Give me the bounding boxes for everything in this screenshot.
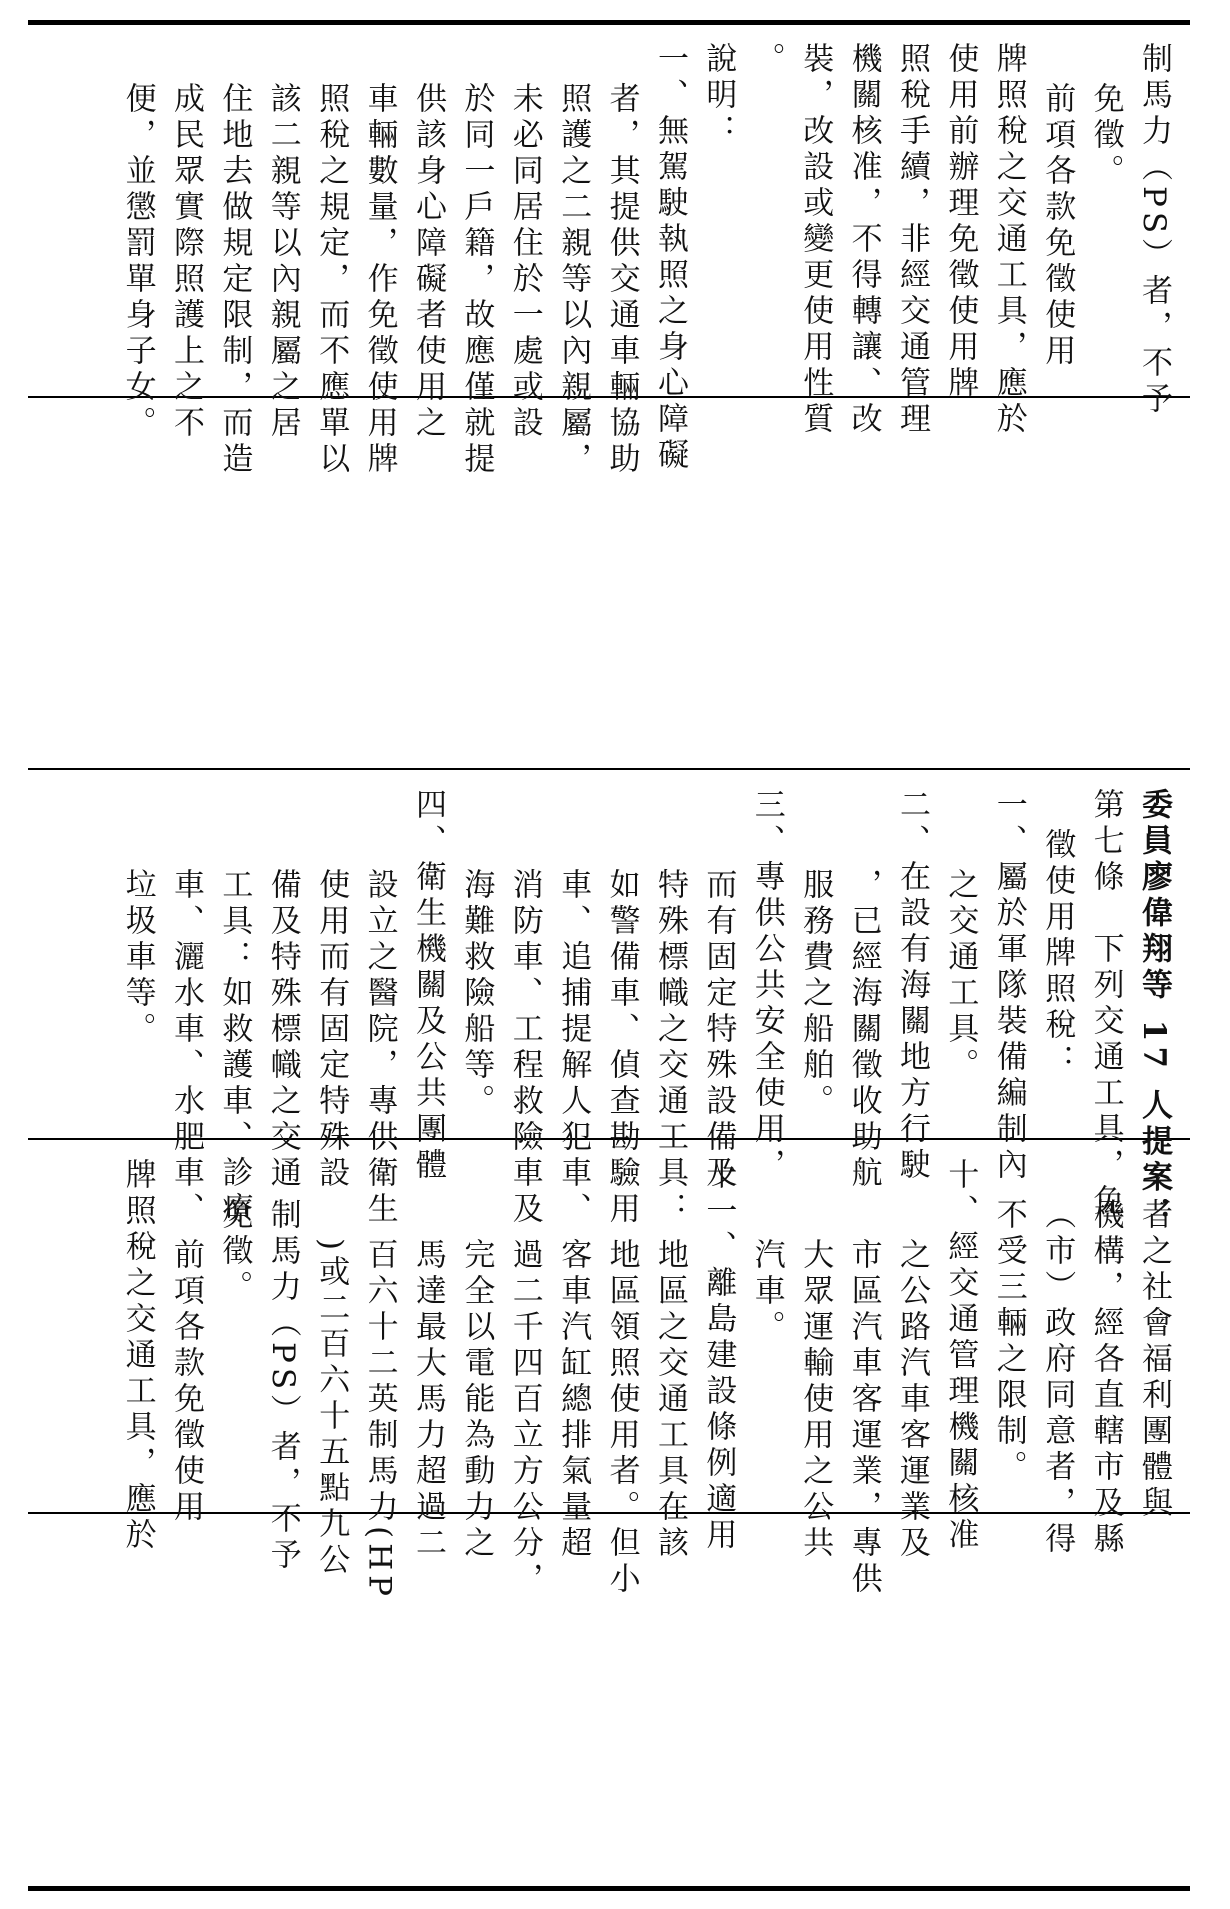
divider-rule-2 [28,768,1190,770]
panel-right-line: 便，並懲罰單身子女。 [119,82,156,442]
panel-middle-line: 三、專供公共安全使用， [748,788,785,1184]
panel-right-line: 使用前辦理免徵使用牌 [942,42,979,402]
panel-left-line: 大眾運輸使用之公共 [797,1238,834,1562]
panel-middle-line: 車、追捕提解人犯車、 [555,868,592,1228]
panel-left-line: 免徵。 [216,1198,253,1306]
panel-right-line: 制馬力（PS）者，不予 [1136,42,1172,419]
panel-left-line: 之公路汽車客運業及 [894,1238,930,1562]
panel-left-line: 制馬力（PS）者，不予 [264,1198,301,1575]
panel-middle-line: 工具：如救護車、診療 [216,868,253,1228]
panel-left-line: 者之社會福利團體與 [1136,1198,1172,1522]
panel-left-line: 客車汽缸總排氣量超 [555,1238,592,1562]
panel-right-line: 牌照稅之交通工具，應於 [990,42,1027,438]
panel-middle-line: 特殊標幟之交通工具： [652,868,688,1228]
panel-right-line: 於同一戶籍，故應僅就提 [458,82,495,478]
panel-left-line: 汽車。 [748,1238,785,1346]
panel-left-line: 十、經交通管理機關核准 [942,1158,979,1554]
panel-right-line: 成民眾實際照護上之不 [168,82,204,442]
panel-right-line: 住地去做規定限制，而造 [216,82,253,478]
panel-left-line: 完全以電能為動力之 [458,1238,495,1562]
panel-middle-line: 四、衛生機關及公共團體 [410,788,446,1184]
top-rule [28,20,1190,25]
panel-left-line: 地區之交通工具在該 [652,1238,688,1562]
panel-middle-line: 消防車、工程救險車及 [506,868,543,1228]
panel-right-line: 前項各款免徵使用 [1039,82,1076,370]
panel-middle-line: 設立之醫院，專供衛生 [361,868,398,1228]
panel-left-line: （市）政府同意者，得 [1039,1198,1076,1558]
panel-middle-line: 而有固定特殊設備及 [700,868,737,1192]
panel-right-line: 裝，改設或變更使用性質 [797,42,834,438]
panel-middle-line: 委員廖偉翔等 17 人提案： [1136,788,1172,1233]
panel-right-line: 免徵。 [1087,82,1124,190]
panel-left-line: 牌照稅之交通工具，應於 [119,1158,156,1554]
panel-middle-line: 垃圾車等。 [119,868,156,1048]
panel-left-line: 不受三輛之限制。 [990,1198,1027,1486]
panel-right-line: 該二親等以內親屬之居 [264,82,301,442]
panel-right-line: 機關核准，不得轉讓、改 [845,42,882,438]
panel-middle-line: ，已經海關徵收助航 [845,868,882,1192]
panel-middle-line: 海難救險船等。 [458,868,495,1120]
panel-middle-line: 使用而有固定特殊設 [313,868,350,1192]
panel-right-line: 。 [748,42,785,78]
panel-left-line: 馬達最大馬力超過二 [410,1238,446,1562]
panel-right-line: 說明： [700,42,737,150]
panel-right-line: 照護之二親等以內親屬， [555,82,592,478]
panel-right-line: 供該身心障礙者使用之 [410,82,446,442]
panel-right-line: 未必同居住於一處或設 [506,82,543,442]
panel-right-line: 照稅之規定，而不應單以 [313,82,350,478]
bottom-rule [28,1886,1190,1891]
panel-left-line: 地區領照使用者。但小 [603,1238,640,1598]
panel-middle-line: 服務費之船舶。 [797,868,834,1120]
panel-middle-line: 備及特殊標幟之交通 [264,868,301,1192]
panel-right-line: 者，其提供交通車輛協助 [603,82,640,478]
panel-left-line: )或二百六十五點九公 [313,1238,350,1580]
panel-left-line: 機構，經各直轄市及縣 [1087,1198,1124,1558]
panel-left-line: 市區汽車客運業，專供 [845,1238,882,1598]
panel-left-line: 過二千四百立方公分， [506,1238,543,1598]
panel-right-line: 照稅手續，非經交通管理 [894,42,930,438]
panel-left-line: 十一、離島建設條例適用 [700,1158,737,1554]
panel-middle-line: 如警備車、偵查勘驗用 [603,868,640,1228]
panel-middle-line: 徵使用牌照稅： [1039,828,1076,1080]
panel-right-line: 車輛數量，作免徵使用牌 [361,82,398,478]
panel-middle-line: 二、在設有海關地方行駛 [894,788,930,1184]
panel-left-line: 百六十二英制馬力(HP [361,1238,398,1601]
panel-middle-line: 一、屬於軍隊裝備編制內 [990,788,1027,1184]
panel-middle-line: 第七條 下列交通工具，免 [1087,788,1124,1220]
panel-middle-line: 之交通工具。 [942,868,979,1084]
panel-left-line: 前項各款免徵使用 [168,1238,204,1526]
panel-right-line: 一、無駕駛執照之身心障礙 [652,42,688,474]
panel-middle-line: 車、灑水車、水肥車、 [168,868,204,1228]
